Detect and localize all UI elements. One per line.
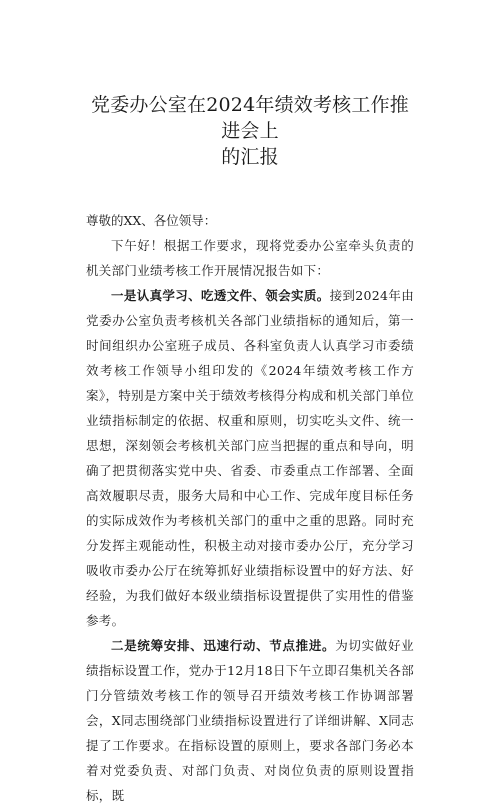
paragraph-text: 下午好！根据工作要求，现将党委办公室牵头负责的机关部门业绩考核工作开展情况报告如下：	[86, 238, 414, 278]
paragraph-point-one	[86, 283, 414, 633]
paragraph-text: 接到2024年由党委办公室负责考核机关各部门业绩指标的通知后，第一时间组织办公室班子成员、各科室负责人认真学习市委绩效考核工作领导小组印发的《2024年绩效考核工作方案》，特别是方案中关于绩效考核得分构成和机关部门单位业绩指标制定的依据、权重和原则，切实吃头文件、统一思想，深刻领会考核机关部门应当把握的重点和导向，明确了把贯彻落实党中央、省委、市委重点工作部署、全面高效履职尽责，服务大局和中心工作、完成年度目标任务的实际成效作为考核机关部门的重中之重的思路。同时充分发挥主观能动性，积极主动对接市委办公厅，充分学习吸收市委办公厅在统筹抓好业绩指标设置中的好方法、好经验，为我们做好本级业绩指标设置提供了实用性的借鉴参考。	[86, 288, 414, 628]
paragraph-point-two	[86, 633, 414, 808]
document-title	[86, 92, 414, 170]
title-line-1: 党委办公室在2024年绩效考核工作推进会上	[91, 94, 409, 142]
paragraph-lead: 一是认真学习、吃透文件、领会实质。	[111, 288, 330, 303]
paragraph-greeting	[86, 233, 414, 283]
title-line-2: 的汇报	[221, 146, 279, 168]
paragraph-lead: 二是统筹安排、迅速行动、节点推进。	[111, 638, 336, 653]
salutation: 尊敬的XX、各位领导：	[86, 213, 217, 228]
paragraph-text: 为切实做好业绩指标设置工作，党办于12月18日下午立即召集机关各部门分管绩效考核工作的领导召开绩效考核工作协调部署会，X同志围绕部门业绩指标设置进行了详细讲解、X同志提了工作要求。在指标设置的原则上，要求各部门务必本着对党委负责、对部门负责、对岗位负责的原则设置指标，既	[86, 638, 414, 803]
